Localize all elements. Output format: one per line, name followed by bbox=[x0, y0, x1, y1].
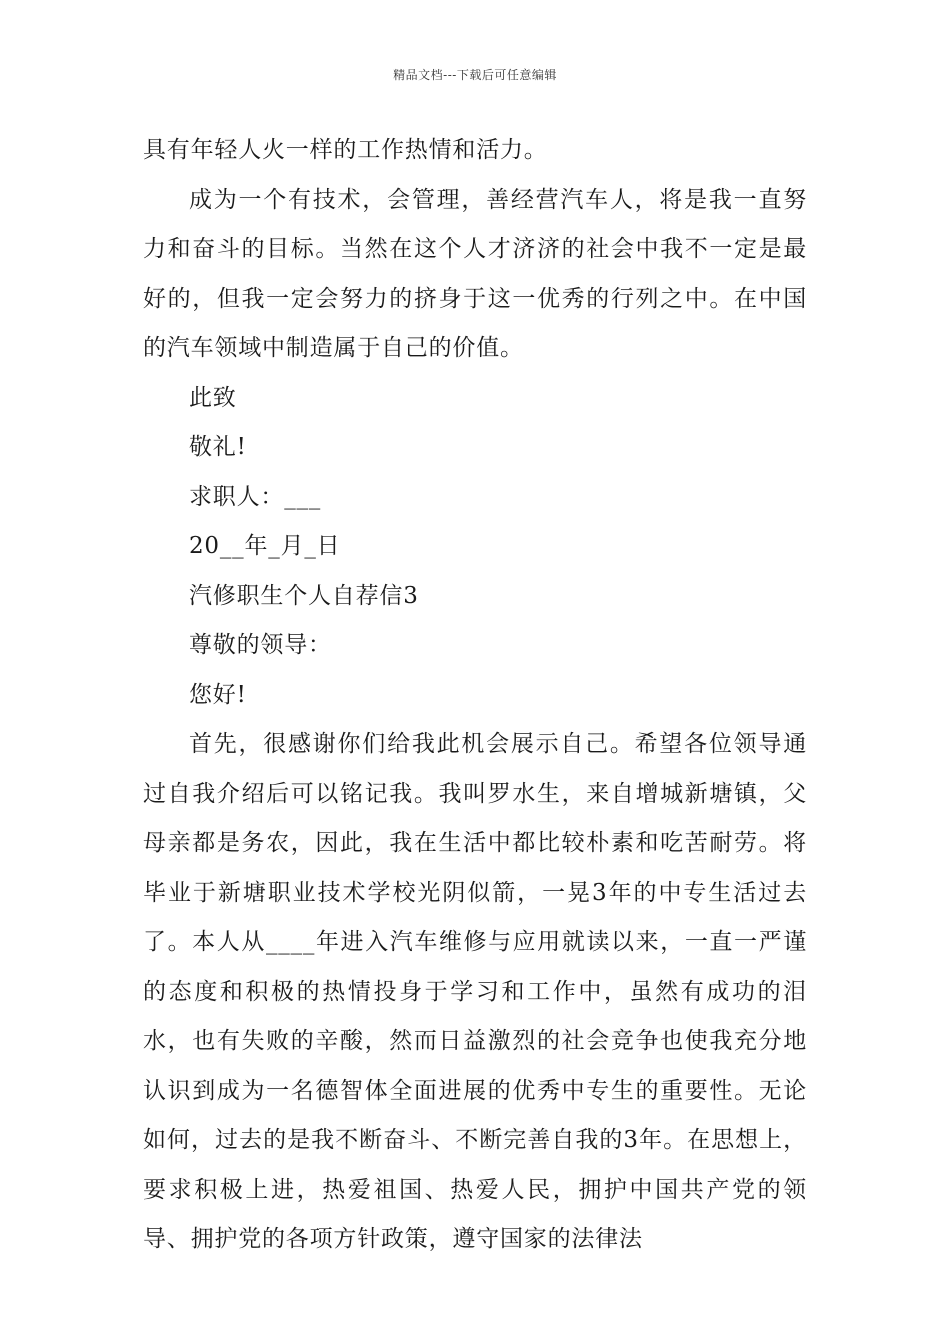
paragraph-introduction: 首先，很感谢你们给我此机会展示自己。希望各位领导通过自我介绍后可以铭记我。我叫罗水生，来自增城新塘镇，父母亲都是务农，因此，我在生活中都比较朴素和吃苦耐劳。将毕业于新塘职业技术学校光阴似箭，一晃3年的中专生活过去了。本人从____年进入汽车维修与应用就读以来，一直一严谨的态度和积极的热情投身于学习和工作中，虽然有成功的泪水，也有失败的辛酸，然而日益激烈的社会竞争也使我充分地认识到成为一名德智体全面进展的优秀中专生的重要性。无论如何，过去的是我不断奋斗、不断完善自我的3年。在思想上，要求积极上进，热爱祖国、热爱人民，拥护中国共产党的领导、拥护党的各项方针政策，遵守国家的法律法 bbox=[143, 731, 807, 1252]
page-header: 精品文档---下载后可任意编辑 bbox=[393, 68, 557, 82]
paragraph-goal: 成为一个有技术，会管理，善经营汽车人，将是我一直努力和奋斗的目标。当然在这个人才济济的社会中我不一定是最好的，但我一定会努力的挤身于这一优秀的行列之中。在中国的汽车领域中制造属于自己的价值。 bbox=[143, 186, 807, 361]
closing-salutation: 此致 bbox=[189, 384, 237, 411]
document-body bbox=[143, 126, 807, 1265]
section-title: 汽修职生个人自荐信3 bbox=[189, 582, 419, 609]
closing-regards: 敬礼! bbox=[189, 434, 247, 460]
letter-hello: 您好! bbox=[189, 681, 247, 708]
letter-date: 20__年_月_日 bbox=[189, 533, 341, 559]
paragraph-continuation: 具有年轻人火一样的工作热情和活力。 bbox=[143, 137, 548, 163]
letter-greeting: 尊敬的领导： bbox=[189, 632, 332, 658]
applicant-signature: 求职人：___ bbox=[189, 483, 322, 510]
